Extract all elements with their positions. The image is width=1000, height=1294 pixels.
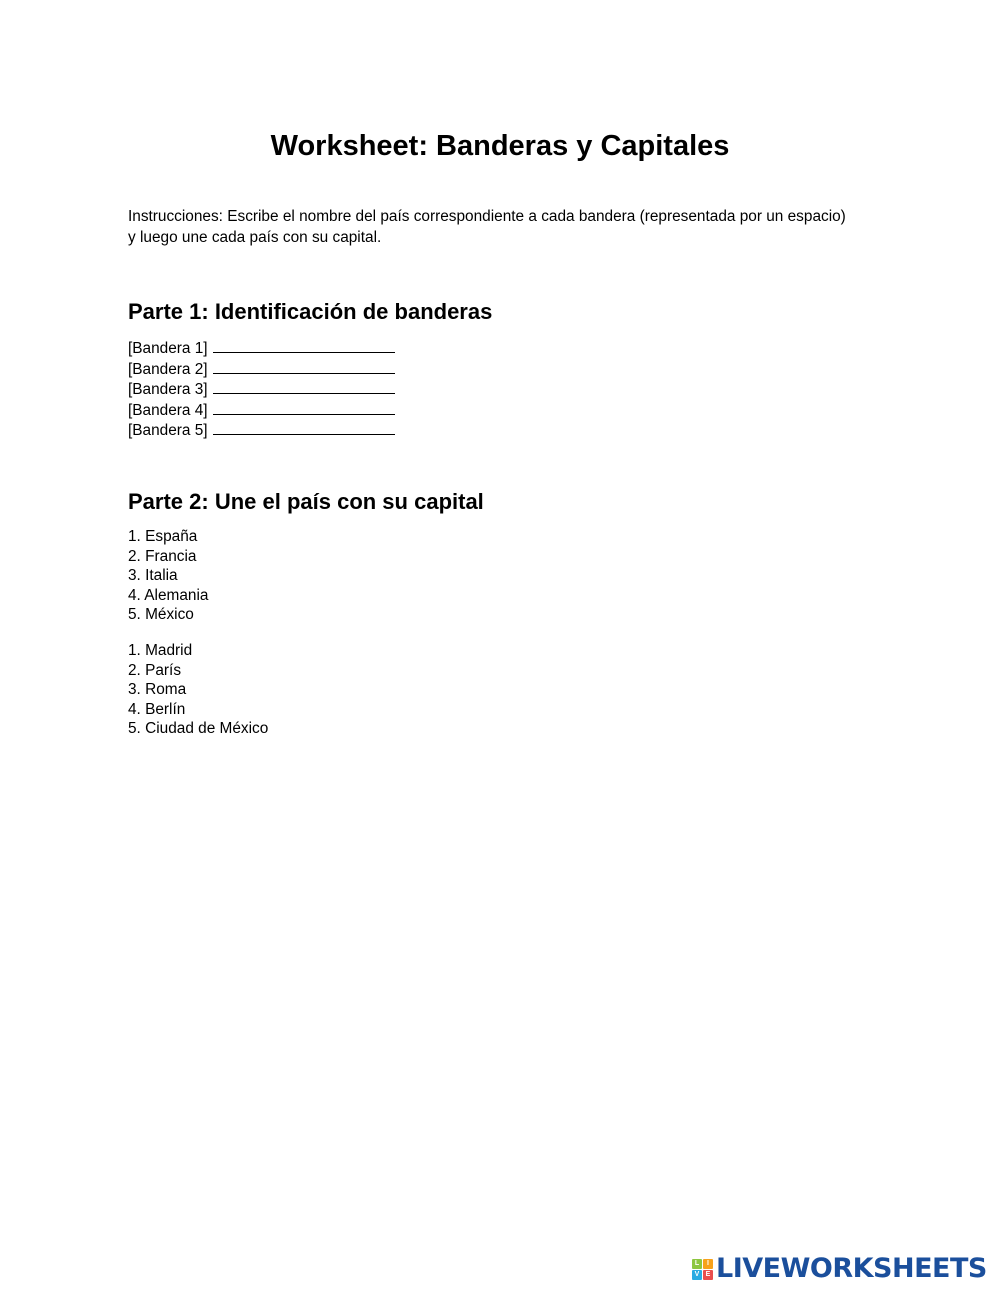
flag-item [128, 359, 395, 380]
answer-blank[interactable] [213, 359, 395, 374]
part2-heading: Parte 2: Une el país con su capital [128, 489, 484, 514]
part1-heading: Parte 1: Identificación de banderas [128, 299, 493, 324]
logo-icon [692, 1259, 713, 1280]
page-title: Worksheet: Banderas y Capitales [270, 130, 730, 162]
logo-block: E [703, 1270, 713, 1280]
country-item: 2. Francia [128, 547, 197, 565]
capital-item: 5. Ciudad de México [128, 720, 269, 738]
flag-label: [Bandera 5] [128, 422, 208, 440]
instructions-text: Instrucciones: Escribe el nombre del país correspondiente a cada bandera (representada por un espacio) y luego une cada país con su capital. [128, 208, 846, 246]
answer-blank[interactable] [213, 400, 395, 415]
capital-list [128, 641, 268, 739]
flag-list [128, 338, 395, 441]
country-item: 3. Italia [128, 567, 178, 585]
flag-item [128, 400, 395, 421]
capital-item: 3. Roma [128, 681, 187, 699]
answer-blank[interactable] [213, 420, 395, 435]
logo-block: V [692, 1270, 702, 1280]
logo-text: LIVEWORKSHEETS [716, 1253, 987, 1284]
country-item: 5. México [128, 606, 194, 624]
capital-item: 4. Berlín [128, 700, 186, 718]
flag-label: [Bandera 4] [128, 401, 208, 419]
capital-item: 1. Madrid [128, 642, 193, 659]
flag-label: [Bandera 1] [128, 340, 208, 357]
logo-block: I [703, 1259, 713, 1269]
capital-item: 2. París [128, 661, 182, 679]
country-item: 1. España [128, 528, 198, 545]
flag-item [128, 379, 395, 400]
answer-blank[interactable] [213, 379, 395, 394]
country-list [128, 527, 208, 625]
country-item: 4. Alemania [128, 586, 209, 604]
logo-block: L [692, 1259, 702, 1269]
flag-label: [Bandera 3] [128, 381, 208, 399]
flag-item [128, 420, 395, 441]
flag-label: [Bandera 2] [128, 360, 208, 378]
flag-item [128, 338, 395, 359]
answer-blank[interactable] [213, 338, 395, 353]
liveworksheets-logo [692, 1255, 987, 1283]
